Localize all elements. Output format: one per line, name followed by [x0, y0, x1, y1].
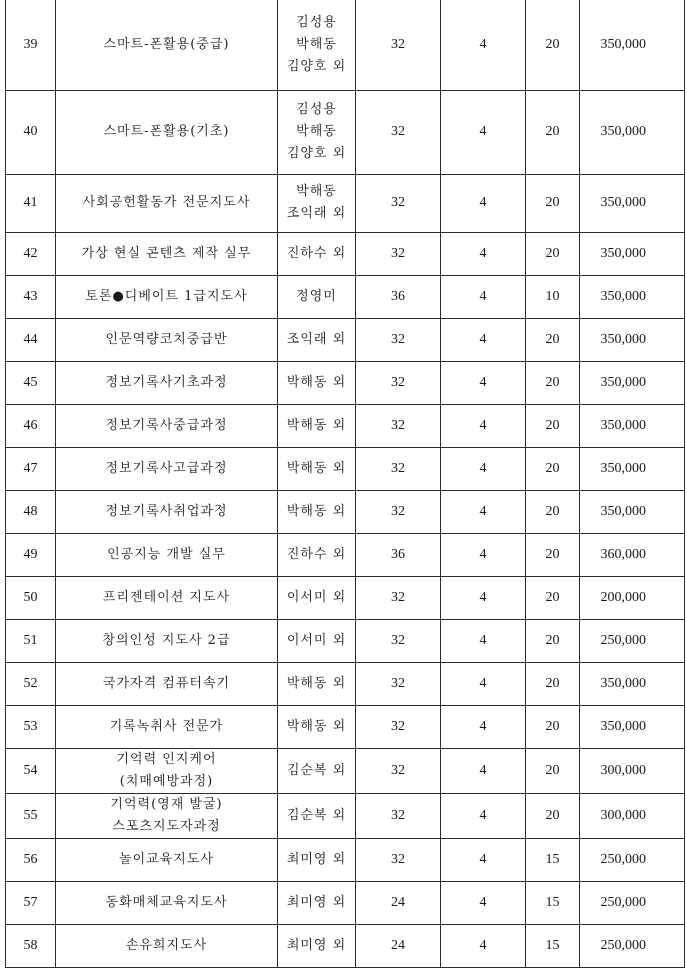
course-fee: 350,000: [580, 662, 685, 705]
course-fee: 300,000: [580, 748, 685, 793]
course-weeks: 4: [441, 576, 526, 619]
row-number: 41: [6, 174, 56, 232]
course-name: [56, 0, 278, 90]
course-weeks: 4: [441, 793, 526, 838]
course-name-line: 가상 현실 콘텐츠 제작 실무: [81, 245, 252, 261]
course-weeks: 4: [441, 447, 526, 490]
course-name-line: 정보기록사기초과정: [105, 374, 228, 390]
table-row: [6, 232, 685, 275]
course-fee: 350,000: [580, 232, 685, 275]
course-capacity: 20: [526, 361, 580, 404]
course-name: [56, 705, 278, 748]
course-weeks: 4: [441, 90, 526, 174]
instructor-name: [278, 361, 356, 404]
table-row: [6, 838, 685, 881]
course-capacity: 20: [526, 404, 580, 447]
course-name-line: 사회공헌활동가 전문지도사: [82, 195, 251, 210]
course-weeks: 4: [441, 0, 526, 90]
instructor-name: [278, 838, 356, 881]
course-table-body: [6, 0, 685, 967]
course-name-line: 기록녹취사 전문가: [109, 718, 224, 734]
course-name: [56, 275, 278, 318]
course-name-line: 정보기록사중급과정: [105, 417, 228, 433]
row-number: 58: [6, 924, 56, 967]
course-hours: 32: [356, 793, 441, 838]
course-weeks: 4: [441, 881, 526, 924]
course-hours: 36: [356, 533, 441, 576]
instructor-name-line: 진하수 외: [286, 245, 347, 261]
course-capacity: 20: [526, 576, 580, 619]
course-name-line: (치매예방과정): [119, 773, 214, 789]
course-hours: 32: [356, 619, 441, 662]
course-capacity: 20: [526, 533, 580, 576]
course-weeks: 4: [441, 748, 526, 793]
course-hours: 32: [356, 404, 441, 447]
course-capacity: 20: [526, 748, 580, 793]
course-weeks: 4: [441, 662, 526, 705]
instructor-name: [278, 0, 356, 90]
course-fee: 350,000: [580, 174, 685, 232]
course-name-line: 정보기록사고급과정: [105, 460, 228, 476]
course-name: [56, 318, 278, 361]
instructor-name-line: 진하수 외: [286, 546, 347, 562]
instructor-name: [278, 174, 356, 232]
table-row: [6, 361, 685, 404]
row-number: 55: [6, 793, 56, 838]
course-fee: 350,000: [580, 318, 685, 361]
row-number: 57: [6, 881, 56, 924]
table-row: [6, 619, 685, 662]
course-weeks: 4: [441, 533, 526, 576]
course-weeks: 4: [441, 838, 526, 881]
course-hours: 24: [356, 924, 441, 967]
table-row: [6, 0, 685, 90]
course-name: [56, 576, 278, 619]
instructor-name: [278, 404, 356, 447]
table-row: [6, 318, 685, 361]
row-number: 48: [6, 490, 56, 533]
course-fee: 350,000: [580, 275, 685, 318]
instructor-name-line: 최미영 외: [286, 894, 347, 910]
table-row: [6, 576, 685, 619]
table-row: [6, 90, 685, 174]
course-fee: 300,000: [580, 793, 685, 838]
course-name-line: 국가자격 컴퓨터속기: [102, 675, 231, 691]
course-name: [56, 838, 278, 881]
instructor-name-line: 최미영 외: [286, 851, 347, 867]
instructor-name-line: 조익래 외: [286, 206, 347, 221]
row-number: 54: [6, 748, 56, 793]
instructor-name: [278, 318, 356, 361]
row-number: 56: [6, 838, 56, 881]
course-capacity: 20: [526, 490, 580, 533]
table-row: [6, 404, 685, 447]
course-table: [5, 0, 685, 968]
course-hours: 32: [356, 318, 441, 361]
course-hours: 32: [356, 748, 441, 793]
course-name-line: 손유희지도사: [125, 937, 208, 953]
table-row: [6, 924, 685, 967]
course-name-line: 스마트-폰활용(중급): [103, 36, 230, 52]
course-hours: 32: [356, 90, 441, 174]
course-weeks: 4: [441, 174, 526, 232]
course-hours: 32: [356, 662, 441, 705]
course-hours: 32: [356, 174, 441, 232]
row-number: 40: [6, 90, 56, 174]
instructor-name-line: 박해동 외: [286, 503, 347, 519]
instructor-name: [278, 447, 356, 490]
course-name-line: 놀이교육지도사: [119, 851, 214, 867]
course-capacity: 20: [526, 447, 580, 490]
course-hours: 32: [356, 490, 441, 533]
instructor-name-line: 정영미: [296, 288, 337, 304]
course-name: [56, 447, 278, 490]
course-hours: 32: [356, 361, 441, 404]
course-name: [56, 174, 278, 232]
instructor-name-line: 박해동: [296, 124, 337, 139]
course-capacity: 15: [526, 838, 580, 881]
instructor-name: [278, 275, 356, 318]
table-row: [6, 490, 685, 533]
course-hours: 32: [356, 0, 441, 90]
instructor-name: [278, 232, 356, 275]
instructor-name: [278, 748, 356, 793]
instructor-name-line: 최미영 외: [286, 937, 347, 953]
course-name-line: 인공지능 개발 실무: [107, 546, 226, 562]
course-capacity: 20: [526, 232, 580, 275]
course-capacity: 20: [526, 793, 580, 838]
course-fee: 200,000: [580, 576, 685, 619]
course-fee: 250,000: [580, 881, 685, 924]
row-number: 53: [6, 705, 56, 748]
table-row: [6, 275, 685, 318]
instructor-name: [278, 881, 356, 924]
instructor-name-line: 박해동 외: [286, 374, 347, 390]
course-fee: 350,000: [580, 361, 685, 404]
instructor-name-line: 김성용: [296, 102, 337, 117]
course-capacity: 15: [526, 881, 580, 924]
instructor-name: [278, 90, 356, 174]
instructor-name: [278, 924, 356, 967]
course-weeks: 4: [441, 232, 526, 275]
course-name-line: 인문역량코치중급반: [105, 331, 228, 347]
course-capacity: 20: [526, 174, 580, 232]
course-name-line: 정보기록사취업과정: [105, 503, 228, 519]
course-fee: 250,000: [580, 619, 685, 662]
instructor-name: [278, 793, 356, 838]
table-row: [6, 447, 685, 490]
instructor-name-line: 김양호 외: [286, 58, 347, 74]
course-name: [56, 924, 278, 967]
instructor-name-line: 이서미 외: [286, 632, 347, 648]
course-name: [56, 232, 278, 275]
course-hours: 32: [356, 705, 441, 748]
course-name: [56, 404, 278, 447]
course-capacity: 20: [526, 318, 580, 361]
row-number: 52: [6, 662, 56, 705]
course-name: [56, 490, 278, 533]
course-name-line: 스포츠지도자과정: [112, 818, 221, 834]
instructor-name-line: 조익래 외: [286, 331, 347, 347]
course-name-line: 토론●디베이트 1급지도사: [85, 288, 248, 304]
course-name: [56, 90, 278, 174]
course-weeks: 4: [441, 404, 526, 447]
row-number: 44: [6, 318, 56, 361]
instructor-name: [278, 576, 356, 619]
table-row: [6, 705, 685, 748]
instructor-name-line: 박해동 외: [286, 675, 347, 691]
course-capacity: 20: [526, 0, 580, 90]
course-name: [56, 748, 278, 793]
row-number: 49: [6, 533, 56, 576]
course-hours: 32: [356, 576, 441, 619]
course-fee: 350,000: [580, 447, 685, 490]
course-weeks: 4: [441, 619, 526, 662]
course-name-line: 기억력(영재 발굴): [110, 796, 223, 812]
table-row: [6, 748, 685, 793]
instructor-name: [278, 490, 356, 533]
instructor-name: [278, 533, 356, 576]
instructor-name-line: 박해동 외: [286, 417, 347, 433]
row-number: 45: [6, 361, 56, 404]
table-row: [6, 881, 685, 924]
instructor-name-line: 김양호 외: [286, 146, 347, 161]
instructor-name: [278, 705, 356, 748]
instructor-name: [278, 619, 356, 662]
course-name: [56, 533, 278, 576]
course-name-line: 기억력 인지케어: [116, 751, 217, 767]
course-weeks: 4: [441, 490, 526, 533]
table-row: [6, 793, 685, 838]
course-capacity: 15: [526, 924, 580, 967]
course-fee: 350,000: [580, 90, 685, 174]
course-name: [56, 662, 278, 705]
course-weeks: 4: [441, 275, 526, 318]
course-name-line: 창의인성 지도사 2급: [102, 632, 231, 648]
row-number: 46: [6, 404, 56, 447]
course-weeks: 4: [441, 705, 526, 748]
instructor-name-line: 박해동 외: [286, 460, 347, 476]
course-name-line: 스마트-폰활용(기초): [103, 124, 230, 139]
table-row: [6, 533, 685, 576]
course-hours: 24: [356, 881, 441, 924]
course-fee: 350,000: [580, 404, 685, 447]
row-number: 43: [6, 275, 56, 318]
course-name-line: 프리젠테이션 지도사: [102, 589, 231, 605]
course-capacity: 10: [526, 275, 580, 318]
course-hours: 32: [356, 447, 441, 490]
row-number: 50: [6, 576, 56, 619]
course-capacity: 20: [526, 619, 580, 662]
row-number: 39: [6, 0, 56, 90]
course-name: [56, 361, 278, 404]
instructor-name-line: 박해동 외: [286, 718, 347, 734]
instructor-name-line: 김성용: [296, 14, 337, 30]
course-weeks: 4: [441, 318, 526, 361]
instructor-name-line: 이서미 외: [286, 589, 347, 605]
row-number: 51: [6, 619, 56, 662]
course-name-line: 동화매체교육지도사: [105, 894, 228, 910]
instructor-name-line: 박해동: [296, 184, 337, 199]
course-fee: 350,000: [580, 0, 685, 90]
table-row: [6, 174, 685, 232]
course-capacity: 20: [526, 90, 580, 174]
course-hours: 32: [356, 838, 441, 881]
course-weeks: 4: [441, 924, 526, 967]
course-fee: 350,000: [580, 705, 685, 748]
table-row: [6, 662, 685, 705]
row-number: 47: [6, 447, 56, 490]
instructor-name-line: 김순복 외: [286, 807, 347, 823]
row-number: 42: [6, 232, 56, 275]
course-name: [56, 793, 278, 838]
instructor-name-line: 박해동: [296, 36, 337, 52]
course-capacity: 20: [526, 662, 580, 705]
course-fee: 360,000: [580, 533, 685, 576]
course-name: [56, 881, 278, 924]
course-fee: 350,000: [580, 490, 685, 533]
course-hours: 36: [356, 275, 441, 318]
course-fee: 250,000: [580, 838, 685, 881]
instructor-name: [278, 662, 356, 705]
course-capacity: 20: [526, 705, 580, 748]
course-name: [56, 619, 278, 662]
course-hours: 32: [356, 232, 441, 275]
course-fee: 250,000: [580, 924, 685, 967]
instructor-name-line: 김순복 외: [286, 762, 347, 778]
course-weeks: 4: [441, 361, 526, 404]
